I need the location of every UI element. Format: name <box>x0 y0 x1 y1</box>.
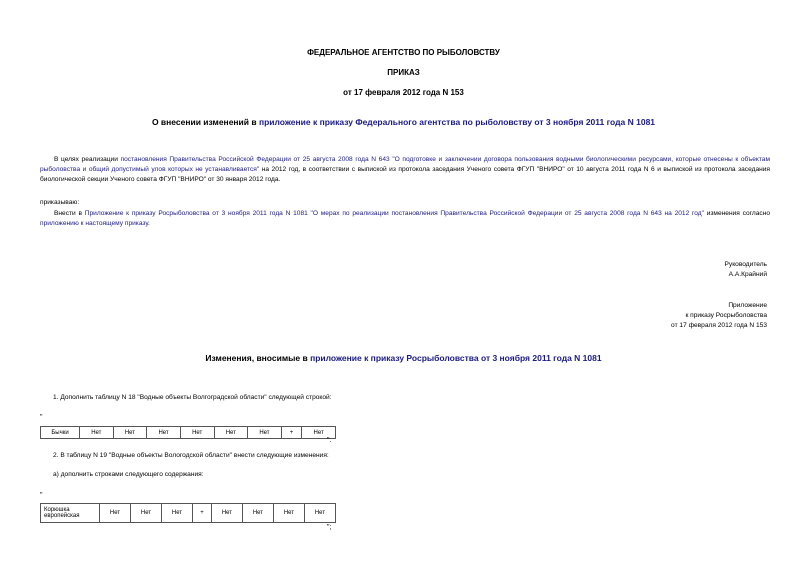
table-cell: + <box>281 427 302 439</box>
item1-quote-close: ". <box>327 437 332 444</box>
table-cell: Нет <box>214 427 248 439</box>
intro-paragraph <box>40 155 770 185</box>
table-cell: Нет <box>304 504 335 523</box>
title-prefix: О внесении изменений в <box>151 117 259 127</box>
table-cell: Нет <box>80 427 114 439</box>
table-cell: Корюшка европейская <box>41 504 100 523</box>
table-cell: Бычки <box>41 427 80 439</box>
order-link-appendix[interactable]: Приложение к приказу Росрыболовства от 3 ноября 2011 года N 1081 "О мерах по реализации постановления Правительства Российской Федерации от 25 августа 2008 года N 643 на 2012 год" <box>84 210 704 217</box>
table-cell: Нет <box>248 427 282 439</box>
table-cell: Нет <box>147 427 181 439</box>
order-paragraph <box>40 209 770 229</box>
order-label: приказываю: <box>40 199 80 206</box>
table-cell: Нет <box>113 427 147 439</box>
signature-name: А.А.Крайний <box>728 271 767 278</box>
changes-title-link[interactable]: приложение к приказу Росрыболовства от 3 ноября 2011 года N 1081 <box>310 353 602 363</box>
order-end: . <box>148 220 150 227</box>
title-link[interactable]: приложение к приказу Федерального агентства по рыболовству от 3 ноября 2011 года N 1081 <box>258 117 656 127</box>
intro-link[interactable]: постановления Правительства Российской Федерации от 25 августа 2008 года N 643 "О подготовке и заключении договора пользования водными биологическими ресурсами, которые отнесены к объектам рыболовства и общий допустимый улов которых не устанавливается" <box>40 156 770 173</box>
table-cell: + <box>193 504 212 523</box>
appendix-line2: к приказу Росрыболовства <box>685 312 767 319</box>
table-cell: Нет <box>211 504 242 523</box>
agency-name: ФЕДЕРАЛЬНОЕ АГЕНТСТВО ПО РЫБОЛОВСТВУ <box>307 48 500 57</box>
table-row <box>41 504 336 523</box>
item2-quote-open: " <box>40 492 43 499</box>
intro-rest: на 2012 год, в соответствии с выпиской из протокола заседания Ученого совета ФГУП "ВНИРО" от 10 августа 2011 года N 6 и выпиской из протокола заседания биологической секции Ученого совета ФГУП "ВНИРО" от 30 января 2012 года. <box>40 166 771 183</box>
doc-type: ПРИКАЗ <box>387 68 420 77</box>
order-lead: Внести в <box>54 210 85 217</box>
item1-table <box>40 426 336 439</box>
intro-lead: В целях реализации <box>54 156 121 163</box>
item2-text: 2. В таблицу N 19 "Водные объекты Вологодской области" внести следующие изменения: <box>53 452 329 459</box>
item2-sub-a: а) дополнить строками следующего содержания: <box>53 471 204 478</box>
table-cell: Нет <box>131 504 162 523</box>
doc-date: от 17 февраля 2012 года N 153 <box>343 88 464 97</box>
changes-title-prefix: Изменения, вносимые в <box>205 353 311 363</box>
item1-quote-open: " <box>40 414 43 421</box>
changes-title <box>0 353 807 363</box>
item2-table <box>40 503 336 523</box>
table-cell: Нет <box>162 504 193 523</box>
order-link-annex[interactable]: приложению к настоящему приказу <box>40 220 149 227</box>
document-title <box>0 117 807 127</box>
signature-role: Руководитель <box>724 261 767 268</box>
table-cell: Нет <box>302 427 336 439</box>
order-mid: изменения согласно <box>703 210 771 217</box>
appendix-line1: Приложение <box>728 302 767 309</box>
item1-text: 1. Дополнить таблицу N 18 "Водные объекты Волгоградской области" следующей строкой: <box>53 394 332 401</box>
table-cell: Нет <box>242 504 273 523</box>
table-cell: Нет <box>180 427 214 439</box>
item2-quote-close: "; <box>327 524 332 531</box>
appendix-line3: от 17 февраля 2012 года N 153 <box>671 322 767 329</box>
table-row <box>41 427 336 439</box>
table-cell: Нет <box>100 504 131 523</box>
table-cell: Нет <box>273 504 304 523</box>
